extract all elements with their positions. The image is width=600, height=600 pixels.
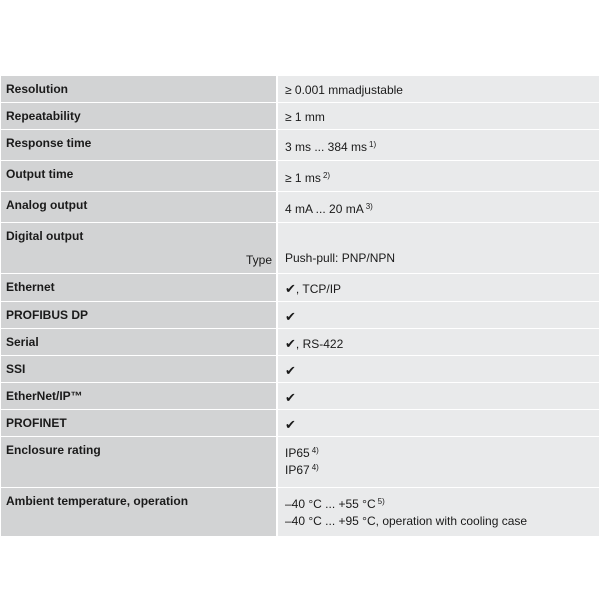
row-label: PROFINET bbox=[1, 410, 276, 436]
table-row bbox=[1, 76, 599, 102]
table-row bbox=[1, 328, 599, 355]
footnote-ref: 1) bbox=[369, 140, 377, 149]
row-value bbox=[276, 103, 599, 129]
row-value bbox=[276, 356, 599, 382]
table-row bbox=[1, 301, 599, 328]
row-value bbox=[276, 437, 599, 487]
row-value bbox=[276, 488, 599, 536]
value-text: , TCP/IP bbox=[295, 282, 342, 296]
row-label: Ethernet bbox=[1, 274, 276, 301]
value-text: ≥ 1 ms bbox=[285, 171, 321, 185]
row-label-text: Digital output bbox=[6, 229, 84, 243]
row-label: Enclosure rating bbox=[1, 437, 276, 487]
table-row bbox=[1, 487, 599, 536]
spec-table bbox=[1, 76, 599, 536]
row-value bbox=[276, 274, 599, 301]
value-line bbox=[285, 496, 592, 513]
table-row bbox=[1, 191, 599, 222]
row-sublabel: Type bbox=[245, 253, 272, 267]
value-line bbox=[285, 462, 592, 479]
row-value bbox=[276, 130, 599, 160]
value-text: ≥ 1 mm bbox=[285, 110, 325, 124]
row-label: Repeatability bbox=[1, 103, 276, 129]
row-value bbox=[276, 410, 599, 436]
footnote-ref: 5) bbox=[377, 497, 385, 506]
row-label: Analog output bbox=[1, 192, 276, 222]
check-icon: ✔ bbox=[285, 390, 296, 405]
table-row bbox=[1, 355, 599, 382]
value-text: IP65 bbox=[285, 446, 310, 460]
check-icon: ✔ bbox=[285, 281, 296, 296]
table-row bbox=[1, 160, 599, 191]
table-row bbox=[1, 222, 599, 273]
row-value bbox=[276, 383, 599, 409]
row-value bbox=[276, 192, 599, 222]
check-icon: ✔ bbox=[285, 417, 296, 432]
value-text: –40 °C ... +95 °C, operation with cooling case bbox=[285, 514, 528, 528]
check-icon: ✔ bbox=[285, 363, 296, 378]
check-icon: ✔ bbox=[285, 336, 296, 351]
table-row bbox=[1, 436, 599, 487]
table-row bbox=[1, 102, 599, 129]
row-value bbox=[276, 329, 599, 355]
row-label: SSI bbox=[1, 356, 276, 382]
value-text: 3 ms ... 384 ms bbox=[285, 140, 368, 154]
row-value bbox=[276, 161, 599, 191]
row-label: Ambient temperature, operation bbox=[1, 488, 276, 536]
table-row bbox=[1, 273, 599, 301]
value-text: –40 °C ... +55 °C bbox=[285, 497, 376, 511]
row-value bbox=[276, 302, 599, 328]
value-line bbox=[285, 513, 592, 530]
value-line bbox=[285, 445, 592, 462]
value-text: IP67 bbox=[285, 463, 310, 477]
row-label: Response time bbox=[1, 130, 276, 160]
row-label: Resolution bbox=[1, 76, 276, 102]
row-value bbox=[276, 76, 599, 102]
row-label bbox=[1, 223, 276, 273]
row-value bbox=[276, 223, 599, 273]
check-icon: ✔ bbox=[285, 309, 296, 324]
table-row bbox=[1, 382, 599, 409]
value-text: ≥ 0.001 mmadjustable bbox=[285, 83, 403, 97]
value-text: 4 mA ... 20 mA bbox=[285, 202, 364, 216]
value-text: , RS-422 bbox=[295, 337, 344, 351]
row-label: EtherNet/IP™ bbox=[1, 383, 276, 409]
row-label: PROFIBUS DP bbox=[1, 302, 276, 328]
value-text: Push-pull: PNP/NPN bbox=[285, 251, 396, 265]
table-row bbox=[1, 409, 599, 436]
row-label: Serial bbox=[1, 329, 276, 355]
footnote-ref: 4) bbox=[311, 446, 319, 455]
footnote-ref: 2) bbox=[322, 171, 331, 180]
footnote-ref: 3) bbox=[365, 202, 373, 211]
table-row bbox=[1, 129, 599, 160]
footnote-ref: 4) bbox=[311, 463, 319, 472]
row-label: Output time bbox=[1, 161, 276, 191]
